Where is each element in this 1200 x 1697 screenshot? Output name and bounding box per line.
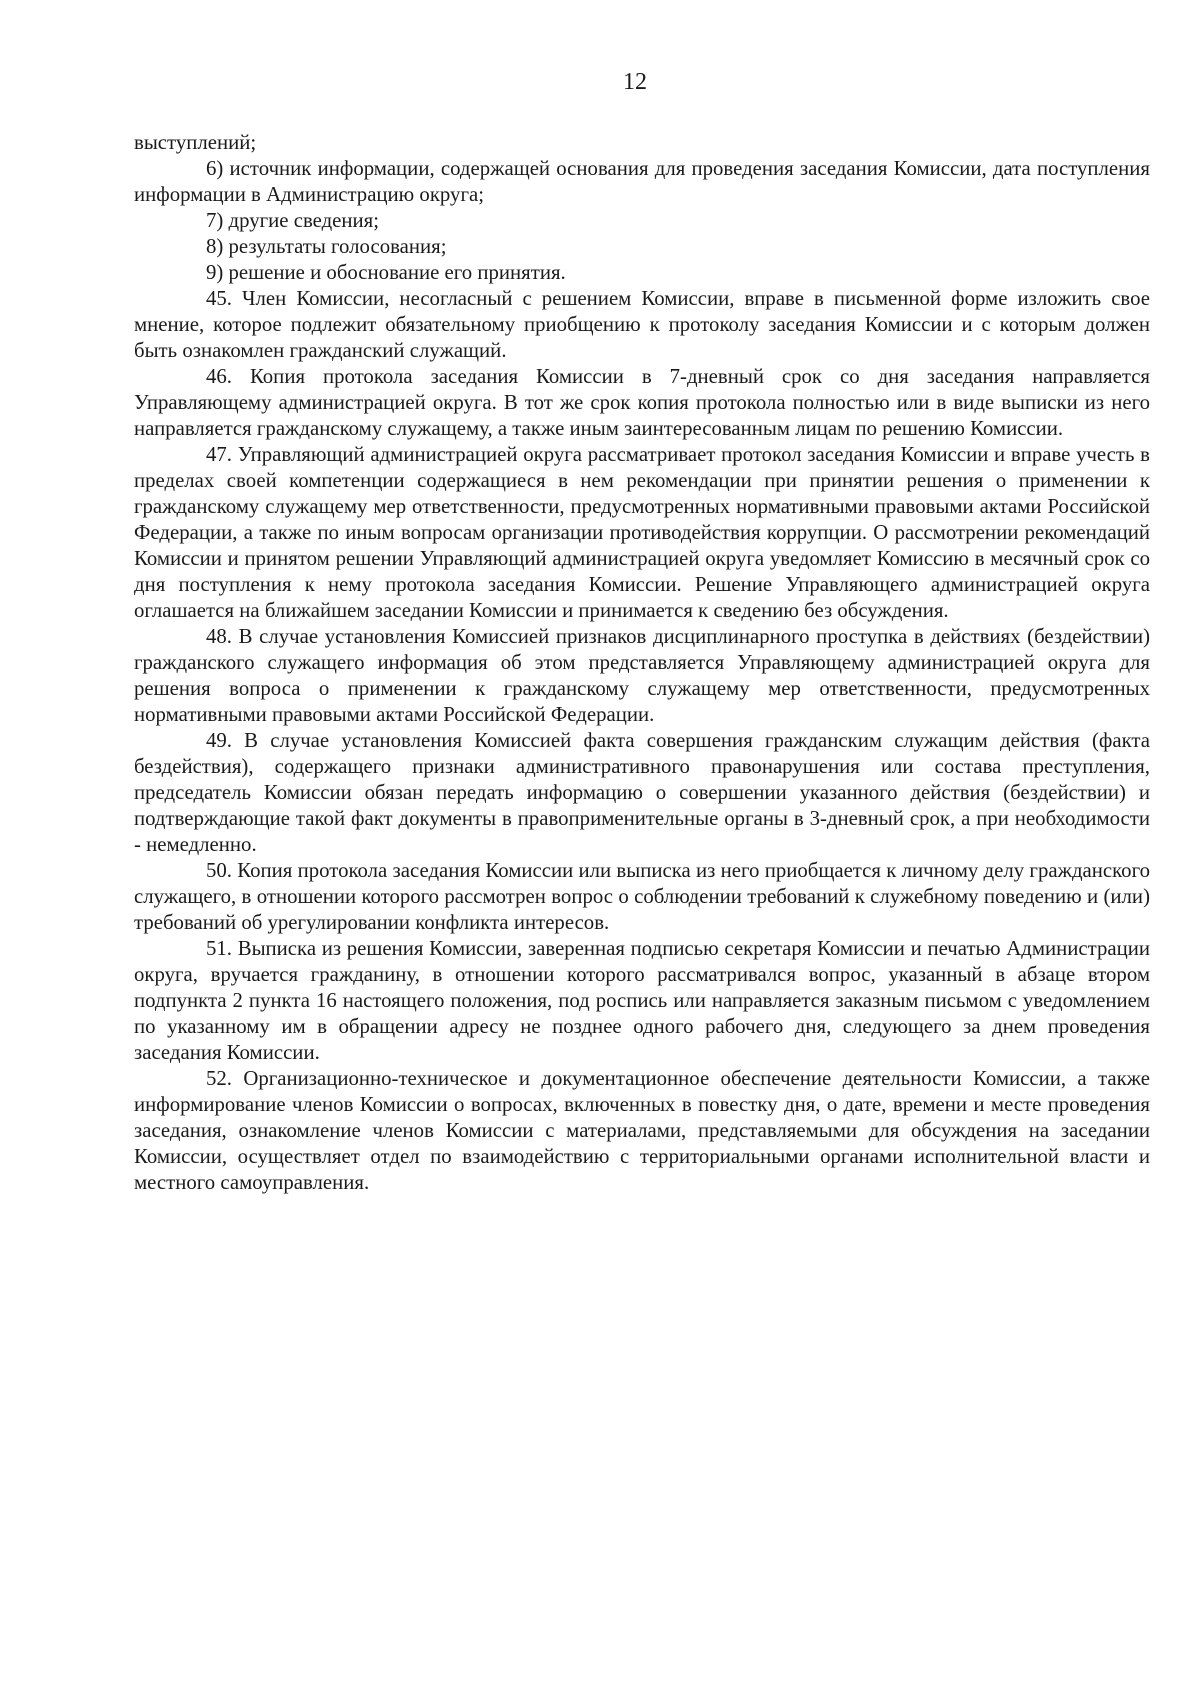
paragraph: 7) другие сведения; (206, 209, 380, 232)
paragraph: 51. Выписка из решения Комиссии, заверенная подписью секретаря Комиссии и печатью Администрации округа, вручается гражданину, в отношении которого рассматривался вопрос, указанный в абзаце втором подпункта 2 пункта 16 настоящего положения, под роспись или направляется заказным письмом с уведомлением по указанному им в обращении адресу не позднее одного рабочего дня, следующего за днем проведения заседания Комиссии. (134, 937, 1150, 1064)
paragraph: 48. В случае установления Комиссией признаков дисциплинарного проступка в действиях (бездействии) гражданского служащего информация об этом представляется Управляющему администрацией округа для решения вопроса о применении к гражданскому служащему мер ответственности, предусмотренных нормативными правовыми актами Российской Федерации. (134, 625, 1150, 726)
paragraph-continuation: выступлений; (134, 131, 257, 154)
paragraph: 45. Член Комиссии, несогласный с решением Комиссии, вправе в письменной форме изложить свое мнение, которое подлежит обязательному приобщению к протоколу заседания Комиссии и с которым должен быть ознакомлен гражданский служащий. (134, 287, 1150, 362)
paragraph: 46. Копия протокола заседания Комиссии в 7-дневный срок со дня заседания направляется Управляющему администрацией округа. В тот же срок копия протокола полностью или в виде выписки из него направляется гражданскому служащему, а также иным заинтересованным лицам по решению Комиссии. (134, 365, 1150, 440)
paragraph: 6) источник информации, содержащей основания для проведения заседания Комиссии, дата поступления информации в Администрацию округа; (134, 157, 1150, 206)
paragraph: 47. Управляющий администрацией округа рассматривает протокол заседания Комиссии и вправе учесть в пределах своей компетенции содержащиеся в нем рекомендации при принятии решения о применении к гражданскому служащему мер ответственности, предусмотренных нормативными правовыми актами Российской Федерации, а также по иным вопросам организации противодействия коррупции. О рассмотрении рекомендаций Комиссии и принятом решении Управляющий администрацией округа уведомляет Комиссию в месячный срок со дня поступления к нему протокола заседания Комиссии. Решение Управляющего администрацией округа оглашается на ближайшем заседании Комиссии и принимается к сведению без обсуждения. (134, 443, 1150, 622)
paragraph: 9) решение и обоснование его принятия. (206, 261, 566, 284)
paragraph: 50. Копия протокола заседания Комиссии или выписка из него приобщается к личному делу гражданского служащего, в отношении которого рассмотрен вопрос о соблюдении требований к служебному поведению и (или) требований об урегулировании конфликта интересов. (134, 859, 1150, 934)
paragraph: 8) результаты голосования; (206, 235, 447, 258)
paragraph: 49. В случае установления Комиссией факта совершения гражданским служащим действия (факта бездействия), содержащего признаки административного правонарушения или состава преступления, председатель Комиссии обязан передать информацию о совершении указанного действия (бездействии) и подтверждающие такой факт документы в правоприменительные органы в 3-дневный срок, а при необходимости - немедленно. (134, 729, 1150, 856)
paragraph: 52. Организационно-техническое и документационное обеспечение деятельности Комиссии, а также информирование членов Комиссии о вопросах, включенных в повестку дня, о дате, времени и месте проведения заседания, ознакомление членов Комиссии с материалами, представляемыми для обсуждения на заседании Комиссии, осуществляет отдел по взаимодействию с территориальными органами исполнительной власти и местного самоуправления. (134, 1067, 1150, 1194)
page-number: 12 (623, 69, 647, 95)
document-body (134, 130, 1150, 1196)
